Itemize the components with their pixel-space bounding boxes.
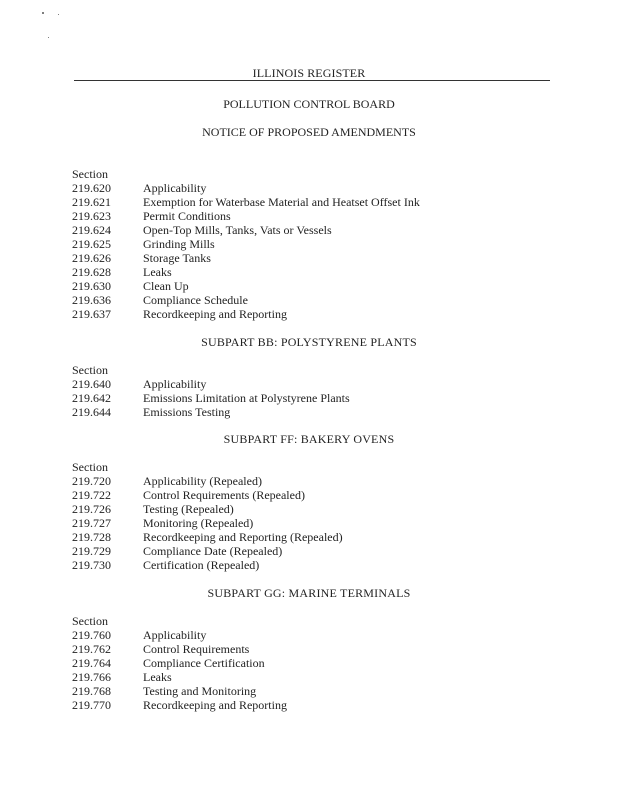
scan-speck [58,14,59,15]
section-row [72,223,420,237]
section-row [72,642,287,656]
section-number: 219.621 [72,195,111,209]
section-row [72,391,350,405]
section-row [72,237,420,251]
notice-title: NOTICE OF PROPOSED AMENDMENTS [202,125,416,139]
agency-title: POLLUTION CONTROL BOARD [223,97,395,111]
section-row [72,670,287,684]
section-label: Section [72,614,108,628]
section-title: Compliance Certification [143,656,265,670]
section-row [72,558,343,572]
section-title: Testing and Monitoring [143,684,257,698]
section-row [72,279,420,293]
section-title: Permit Conditions [143,209,231,223]
section-title: Control Requirements [143,642,250,656]
section-number: 219.625 [72,237,111,251]
section-number: 219.644 [72,405,111,419]
section-row [72,251,420,265]
section-number: 219.766 [72,670,111,684]
section-title: Recordkeeping and Reporting (Repealed) [143,530,343,544]
section-block [72,363,350,419]
section-number: 219.727 [72,516,111,530]
section-title: Recordkeeping and Reporting [143,307,287,321]
section-title: Leaks [143,670,172,684]
section-row [72,488,343,502]
section-number: 219.768 [72,684,111,698]
section-label: Section [72,363,108,377]
section-title: Control Requirements (Repealed) [143,488,305,502]
section-row [72,181,420,195]
section-number: 219.623 [72,209,111,223]
section-number: 219.770 [72,698,111,712]
section-title: Testing (Repealed) [143,502,234,516]
subpart-heading: SUBPART FF: BAKERY OVENS [223,432,395,446]
section-number: 219.730 [72,558,111,572]
section-number: 219.642 [72,391,111,405]
section-row [72,698,287,712]
section-row [72,628,287,642]
section-title: Applicability [143,181,207,195]
section-number: 219.726 [72,502,111,516]
scan-speck [48,37,49,38]
section-number: 219.760 [72,628,111,642]
section-number: 219.636 [72,293,111,307]
section-title: Applicability [143,377,207,391]
section-row [72,474,343,488]
section-number: 219.728 [72,530,111,544]
section-title: Compliance Date (Repealed) [143,544,283,558]
section-number: 219.764 [72,656,111,670]
section-title: Open-Top Mills, Tanks, Vats or Vessels [143,223,332,237]
section-number: 219.630 [72,279,111,293]
section-row [72,307,420,321]
section-number: 219.624 [72,223,111,237]
section-title: Monitoring (Repealed) [143,516,254,530]
section-number: 219.637 [72,307,111,321]
section-number: 219.640 [72,377,111,391]
section-title: Applicability (Repealed) [143,474,262,488]
section-number: 219.628 [72,265,111,279]
section-row [72,265,420,279]
section-title: Certification (Repealed) [143,558,260,572]
section-title: Leaks [143,265,172,279]
section-title: Emissions Limitation at Polystyrene Plants [143,391,350,405]
section-row [72,195,420,209]
section-title: Clean Up [143,279,189,293]
section-title: Applicability [143,628,207,642]
section-title: Exemption for Waterbase Material and Heatset Offset Ink [143,195,420,209]
section-number: 219.762 [72,642,111,656]
section-row [72,209,420,223]
subpart-heading: SUBPART BB: POLYSTYRENE PLANTS [201,335,417,349]
section-number: 219.722 [72,488,111,502]
section-label: Section [72,460,108,474]
section-title: Emissions Testing [143,405,231,419]
section-block [72,614,287,712]
section-number: 219.620 [72,181,111,195]
section-row [72,502,343,516]
section-row [72,656,287,670]
section-block [72,460,343,572]
section-row [72,405,350,419]
section-row [72,684,287,698]
section-title: Grinding Mills [143,237,215,251]
section-row [72,516,343,530]
section-number: 219.729 [72,544,111,558]
section-number: 219.720 [72,474,111,488]
scan-speck [42,12,44,14]
section-row [72,377,350,391]
register-title: ILLINOIS REGISTER [252,66,366,80]
subpart-heading: SUBPART GG: MARINE TERMINALS [207,586,411,600]
section-title: Recordkeeping and Reporting [143,698,287,712]
section-number: 219.626 [72,251,111,265]
section-label: Section [72,167,108,181]
section-row [72,530,343,544]
section-row [72,544,343,558]
section-title: Storage Tanks [143,251,211,265]
section-title: Compliance Schedule [143,293,248,307]
section-block [72,167,420,321]
header-rule [74,80,550,81]
section-row [72,293,420,307]
